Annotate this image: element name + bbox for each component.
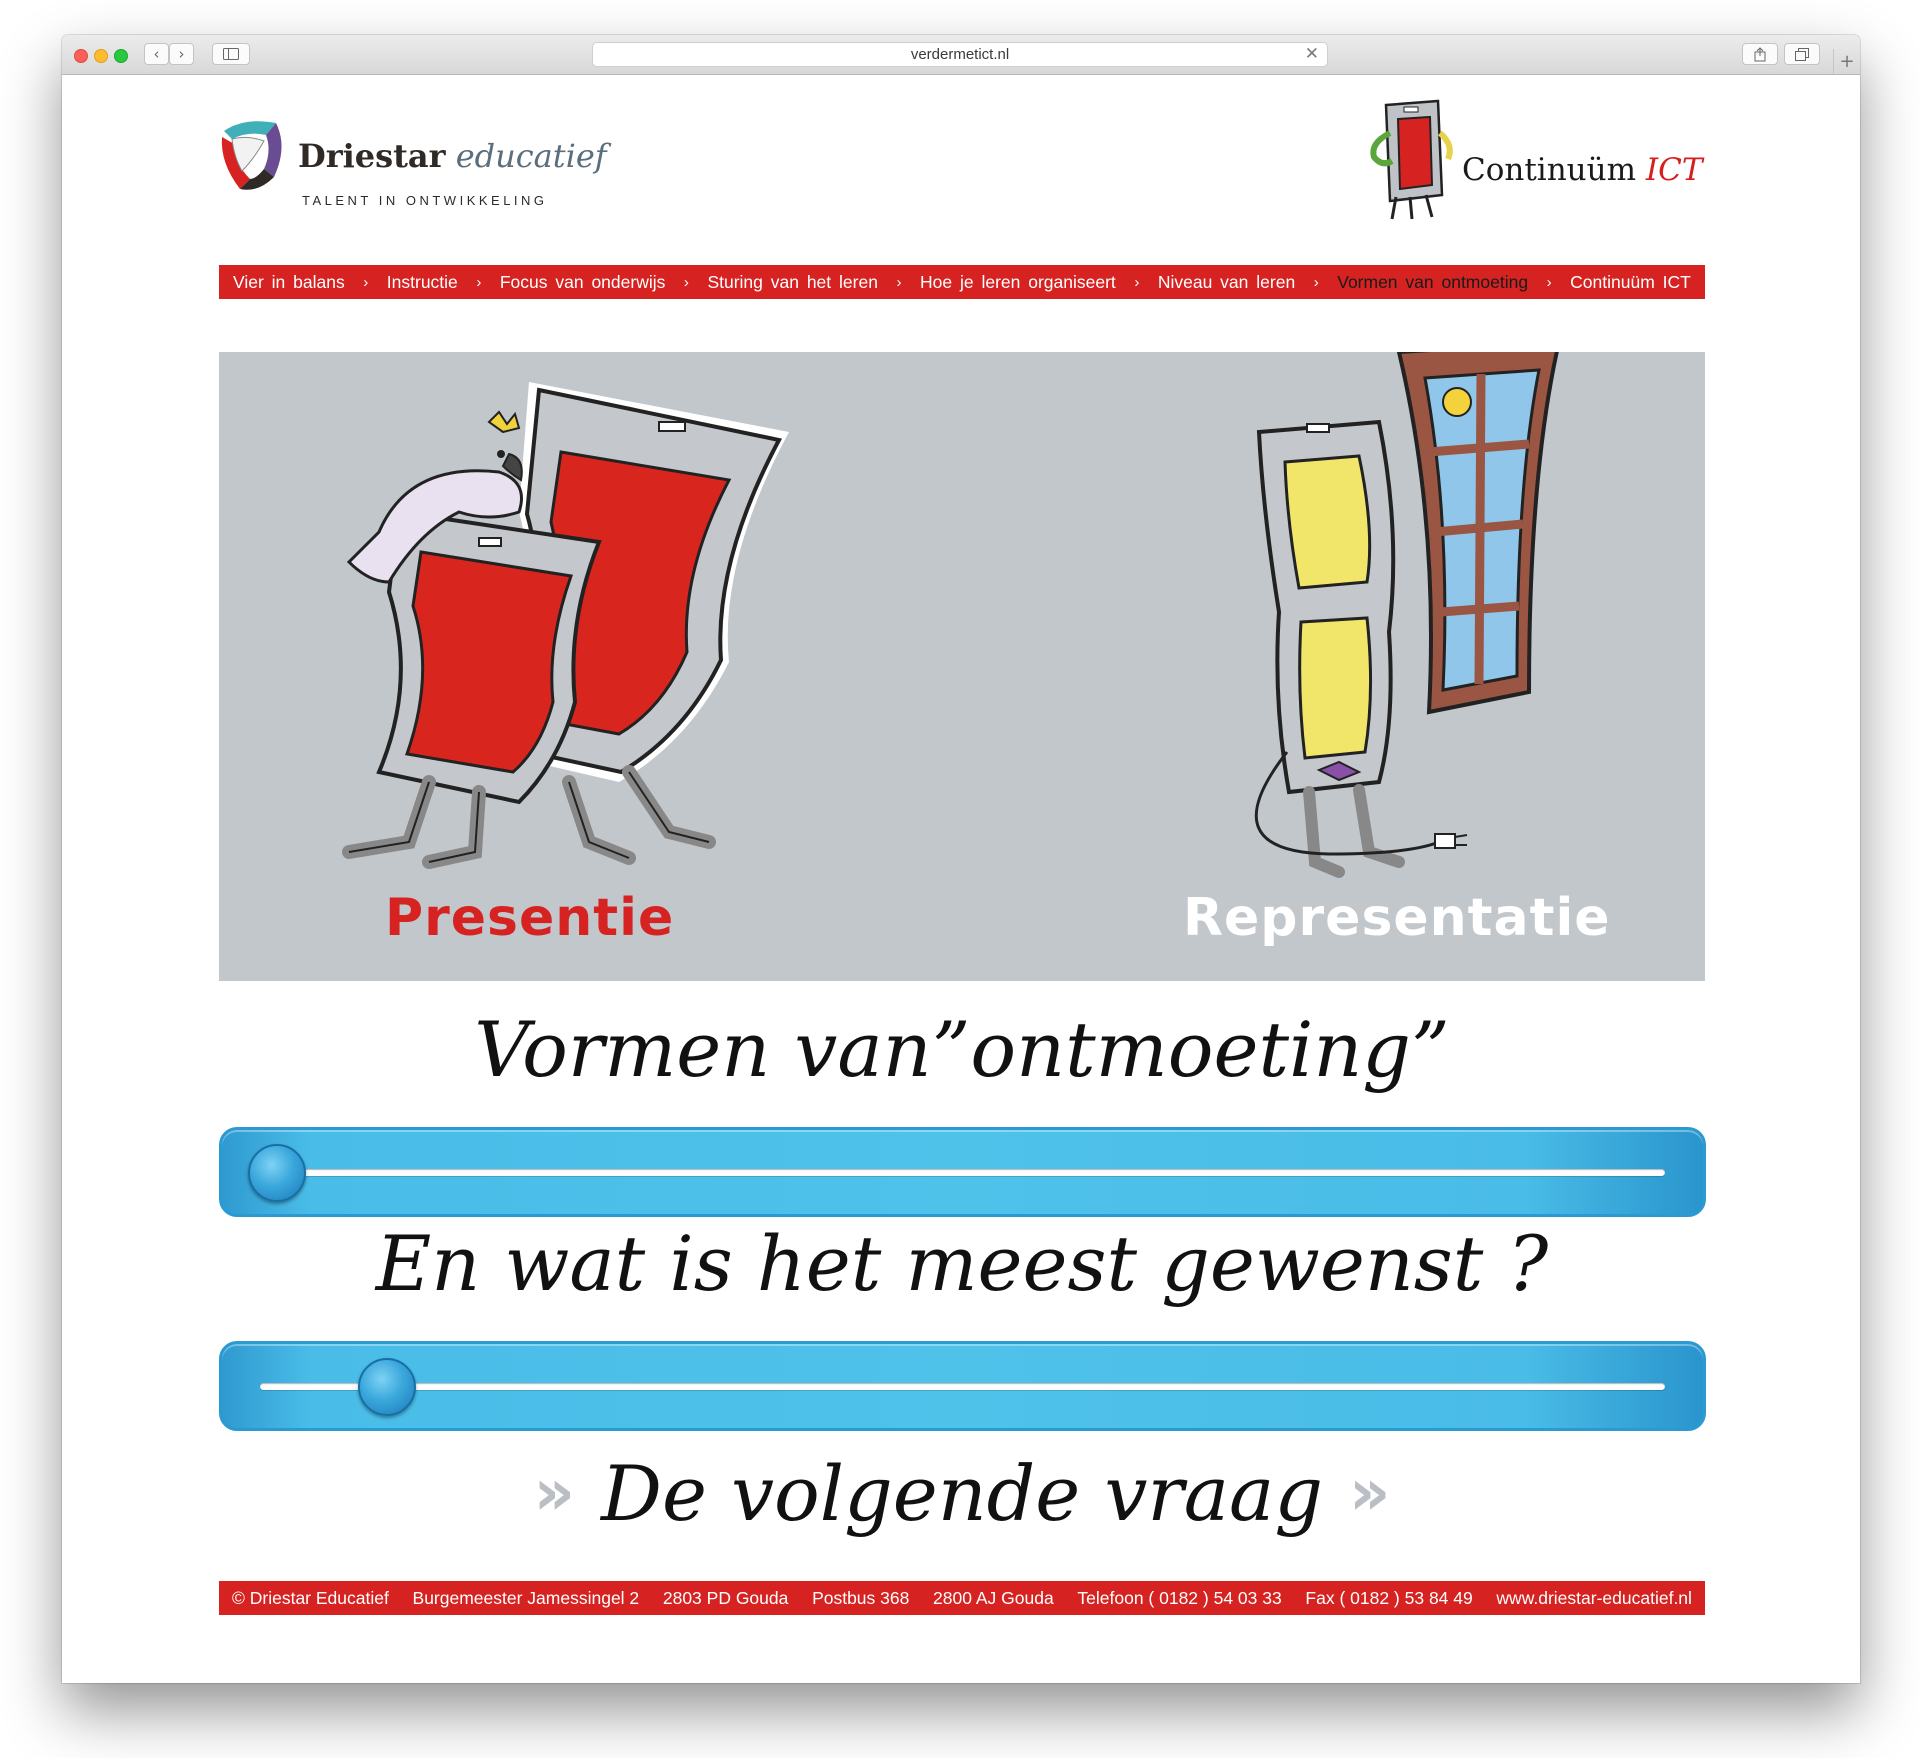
chevron-right-icon: › [1134, 273, 1140, 291]
web-page [62, 75, 1860, 1683]
address-bar[interactable] [592, 42, 1328, 67]
zoom-window-button[interactable] [114, 49, 128, 63]
tabs-button[interactable] [1784, 43, 1820, 65]
question-2-title: En wat is het meest gewenst ? [375, 1219, 1549, 1308]
presentie-label: Presentie [385, 888, 675, 948]
hero-illustration [219, 352, 1705, 981]
new-tab-button[interactable] [1833, 49, 1860, 74]
nav-item-continuum-ict[interactable]: Continuüm ICT [1570, 271, 1691, 292]
nav-item-focus-van-onderwijs[interactable]: Focus van onderwijs [499, 271, 666, 292]
slider-thumb[interactable] [358, 1358, 416, 1416]
main-nav [219, 265, 1705, 299]
continuum-title [1462, 152, 1703, 188]
nav-item-hoe-je-leren-organiseert[interactable]: Hoe je leren organiseert [920, 271, 1116, 292]
double-chevron-right-icon: » [533, 1456, 576, 1530]
chevron-right-icon: › [1546, 273, 1552, 291]
slider-thumb[interactable] [248, 1144, 306, 1202]
nav-item-sturing-van-het-leren[interactable]: Sturing van het leren [707, 271, 878, 292]
brand-italic: educatief [455, 137, 607, 175]
footer-postcode-city: 2803 PD Gouda [662, 1587, 789, 1608]
next-question-label: De volgende vraag [601, 1449, 1323, 1538]
footer-website-link[interactable]: www.driestar-educatief.nl [1496, 1587, 1692, 1608]
plus-icon: + [1839, 51, 1855, 72]
continuum-accent: ICT [1645, 152, 1703, 188]
nav-item-vier-in-balans[interactable]: Vier in balans [233, 271, 345, 292]
share-icon [1754, 47, 1766, 62]
brand-name [298, 137, 607, 175]
chevron-right-icon: › [363, 273, 369, 291]
chevron-right-icon: › [178, 45, 185, 63]
slider-track[interactable] [260, 1169, 1665, 1176]
chevron-right-icon: › [476, 273, 482, 291]
footer-postbus: Postbus 368 [812, 1587, 910, 1608]
tabs-icon [1795, 48, 1809, 62]
minimize-window-button[interactable] [94, 49, 108, 63]
next-question-link[interactable] [219, 1449, 1705, 1538]
footer-phone: Telefoon ( 0182 ) 54 03 33 [1077, 1587, 1282, 1608]
presentie-doors-illustration [289, 362, 849, 882]
driestar-emblem-icon [214, 113, 294, 197]
share-button[interactable] [1742, 43, 1778, 65]
double-chevron-right-icon: » [1348, 1456, 1391, 1530]
back-button[interactable] [144, 43, 169, 65]
url-text: verdermetict.nl [910, 46, 1010, 63]
browser-toolbar [62, 35, 1860, 75]
chevron-right-icon: › [896, 273, 902, 291]
question-1-slider[interactable] [219, 1127, 1706, 1217]
driestar-logo[interactable] [214, 103, 607, 213]
nav-item-instructie[interactable]: Instructie [386, 271, 458, 292]
chevron-right-icon: › [683, 273, 689, 291]
representatie-label: Representatie [1183, 888, 1611, 948]
browser-window [62, 35, 1860, 1683]
question-2-slider[interactable] [219, 1341, 1706, 1431]
chevron-left-icon: ‹ [153, 45, 160, 63]
footer-fax: Fax ( 0182 ) 53 84 49 [1305, 1587, 1473, 1608]
door-mascot-icon [1352, 97, 1462, 223]
representatie-door-window-illustration [1229, 352, 1589, 892]
nav-item-niveau-van-leren[interactable]: Niveau van leren [1157, 271, 1296, 292]
slider-track[interactable] [260, 1383, 1665, 1390]
close-window-button[interactable] [74, 49, 88, 63]
chevron-right-icon: › [1313, 273, 1319, 291]
question-1-title: Vormen van”ontmoeting” [474, 1005, 1450, 1094]
footer-street: Burgemeester Jamessingel 2 [412, 1587, 640, 1608]
continuum-ict-logo[interactable] [1352, 95, 1772, 225]
footer-postbus-postcode: 2800 AJ Gouda [933, 1587, 1054, 1608]
clear-url-icon[interactable]: ✕ [1304, 44, 1319, 64]
footer-copyright: © Driestar Educatief [232, 1587, 389, 1608]
sidebar-icon [223, 48, 239, 60]
forward-button[interactable] [169, 43, 194, 65]
nav-item-vormen-van-ontmoeting[interactable]: Vormen van ontmoeting [1337, 271, 1529, 292]
footer-bar [219, 1581, 1705, 1615]
brand-tagline: TALENT IN ONTWIKKELING [302, 193, 548, 208]
sidebar-button[interactable] [212, 43, 250, 65]
continuum-name: Continuüm [1462, 152, 1637, 188]
brand-bold: Driestar [298, 137, 446, 175]
